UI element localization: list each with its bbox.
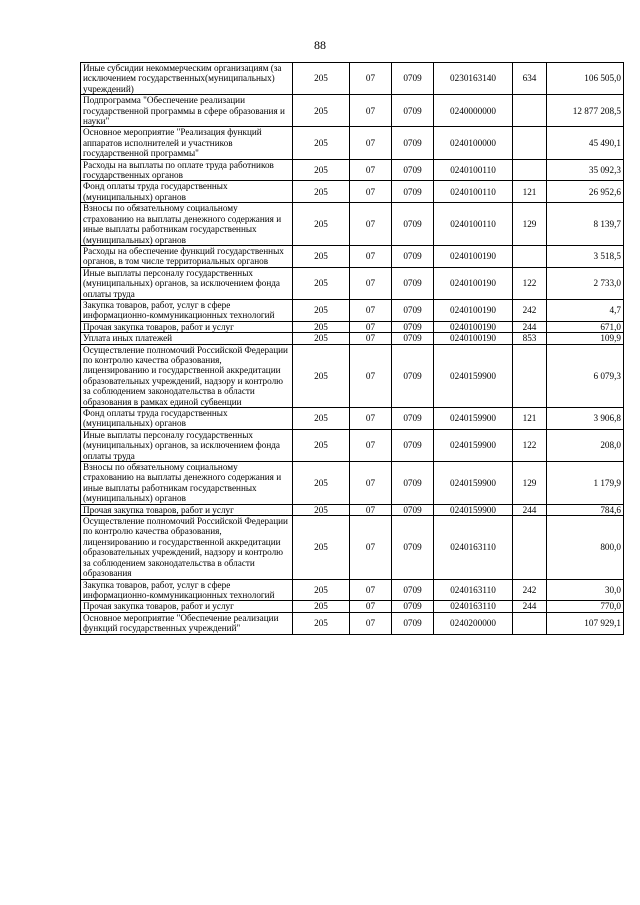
row-expense-type-cell: 129 [513,203,547,246]
row-ved-cell: 205 [293,95,350,127]
row-expense-type-cell: 129 [513,462,547,505]
row-section-cell: 07 [350,181,392,203]
row-amount-cell: 208,0 [547,429,624,461]
row-subsection-cell: 0709 [392,344,434,407]
row-section-cell: 07 [350,612,392,634]
row-name-cell: Взносы по обязательному социальному страхованию на выплаты денежного содержания и иные выплаты работникам государственных (муниципальных) органов [81,203,293,246]
row-subsection-cell: 0709 [392,612,434,634]
row-name-cell: Прочая закупка товаров, работ и услуг [81,504,293,515]
row-ved-cell: 205 [293,579,350,601]
row-target-article-cell: 0230163140 [434,63,513,95]
table-row [81,321,624,332]
row-section-cell: 07 [350,321,392,332]
row-name-cell: Уплата иных платежей [81,333,293,344]
row-section-cell: 07 [350,579,392,601]
row-subsection-cell: 0709 [392,267,434,299]
row-expense-type-cell [513,245,547,267]
row-ved-cell: 205 [293,504,350,515]
row-name-cell: Закупка товаров, работ, услуг в сфере информационно-коммуникационных технологий [81,579,293,601]
row-ved-cell: 205 [293,299,350,321]
row-expense-type-cell: 121 [513,181,547,203]
row-subsection-cell: 0709 [392,462,434,505]
row-subsection-cell: 0709 [392,601,434,612]
row-target-article-cell: 0240163110 [434,601,513,612]
row-amount-cell: 2 733,0 [547,267,624,299]
row-expense-type-cell: 244 [513,601,547,612]
row-expense-type-cell: 244 [513,504,547,515]
row-ved-cell: 205 [293,612,350,634]
row-ved-cell: 205 [293,245,350,267]
row-section-cell: 07 [350,159,392,181]
row-target-article-cell: 0240200000 [434,612,513,634]
row-name-cell: Фонд оплаты труда государственных (муниципальных) органов [81,181,293,203]
row-target-article-cell: 0240159900 [434,408,513,430]
row-subsection-cell: 0709 [392,429,434,461]
table-row [81,333,624,344]
row-amount-cell: 671,0 [547,321,624,332]
row-name-cell: Закупка товаров, работ, услуг в сфере информационно-коммуникационных технологий [81,299,293,321]
row-section-cell: 07 [350,429,392,461]
row-section-cell: 07 [350,127,392,159]
row-subsection-cell: 0709 [392,203,434,246]
row-subsection-cell: 0709 [392,579,434,601]
budget-table-body [81,63,624,635]
row-ved-cell: 205 [293,429,350,461]
row-amount-cell: 45 490,1 [547,127,624,159]
row-amount-cell: 6 079,3 [547,344,624,407]
row-target-article-cell: 0240159900 [434,344,513,407]
row-expense-type-cell: 122 [513,429,547,461]
row-ved-cell: 205 [293,127,350,159]
row-target-article-cell: 0240100110 [434,159,513,181]
row-ved-cell: 205 [293,344,350,407]
row-expense-type-cell: 634 [513,63,547,95]
row-subsection-cell: 0709 [392,321,434,332]
row-section-cell: 07 [350,504,392,515]
page-number: 88 [314,38,326,52]
table-row [81,579,624,601]
row-name-cell: Прочая закупка товаров, работ и услуг [81,601,293,612]
row-ved-cell: 205 [293,267,350,299]
row-ved-cell: 205 [293,203,350,246]
row-section-cell: 07 [350,344,392,407]
row-subsection-cell: 0709 [392,245,434,267]
table-row [81,504,624,515]
row-target-article-cell: 0240100110 [434,203,513,246]
row-amount-cell: 770,0 [547,601,624,612]
row-subsection-cell: 0709 [392,333,434,344]
row-section-cell: 07 [350,601,392,612]
row-name-cell: Осуществление полномочий Российской Федерации по контролю качества образования, лицензированию и государственной аккредитации образовательных учреждений, надзору и контролю за соблюдением законодательства в области образования в рамках единой субвенции [81,344,293,407]
row-subsection-cell: 0709 [392,504,434,515]
row-amount-cell: 4,7 [547,299,624,321]
row-ved-cell: 205 [293,462,350,505]
row-name-cell: Расходы на выплаты по оплате труда работников государственных органов [81,159,293,181]
row-target-article-cell: 0240100190 [434,321,513,332]
row-subsection-cell: 0709 [392,299,434,321]
row-amount-cell: 30,0 [547,579,624,601]
row-expense-type-cell [513,159,547,181]
table-row [81,159,624,181]
row-target-article-cell: 0240100190 [434,333,513,344]
row-expense-type-cell [513,344,547,407]
row-target-article-cell: 0240159900 [434,462,513,505]
row-subsection-cell: 0709 [392,127,434,159]
row-expense-type-cell: 242 [513,299,547,321]
table-row [81,408,624,430]
row-subsection-cell: 0709 [392,95,434,127]
row-amount-cell: 106 505,0 [547,63,624,95]
row-ved-cell: 205 [293,159,350,181]
row-target-article-cell: 0240163110 [434,516,513,579]
row-ved-cell: 205 [293,408,350,430]
row-amount-cell: 800,0 [547,516,624,579]
row-ved-cell: 205 [293,63,350,95]
row-target-article-cell: 0240163110 [434,579,513,601]
row-expense-type-cell: 853 [513,333,547,344]
row-name-cell: Подпрограмма "Обеспечение реализации государственной программы в сфере образования и науки" [81,95,293,127]
row-ved-cell: 205 [293,181,350,203]
row-subsection-cell: 0709 [392,159,434,181]
row-section-cell: 07 [350,63,392,95]
row-subsection-cell: 0709 [392,516,434,579]
row-ved-cell: 205 [293,333,350,344]
row-target-article-cell: 0240100190 [434,267,513,299]
row-target-article-cell: 0240159900 [434,429,513,461]
row-ved-cell: 205 [293,321,350,332]
table-row [81,245,624,267]
table-row [81,181,624,203]
row-ved-cell: 205 [293,601,350,612]
row-amount-cell: 12 877 208,5 [547,95,624,127]
row-name-cell: Иные выплаты персоналу государственных (муниципальных) органов, за исключением фонда оплаты труда [81,267,293,299]
row-target-article-cell: 0240100190 [434,299,513,321]
row-target-article-cell: 0240100000 [434,127,513,159]
row-amount-cell: 35 092,3 [547,159,624,181]
table-row [81,462,624,505]
table-row [81,267,624,299]
table-row [81,299,624,321]
row-name-cell: Расходы на обеспечение функций государственных органов, в том числе территориальных органов [81,245,293,267]
row-amount-cell: 3 518,5 [547,245,624,267]
row-expense-type-cell: 122 [513,267,547,299]
row-name-cell: Иные субсидии некоммерческим организациям (за исключением государственных(муниципальных) учреждений) [81,63,293,95]
row-name-cell: Осуществление полномочий Российской Федерации по контролю качества образования, лицензированию и государственной аккредитации образовательных учреждений, надзору и контролю за соблюдением законодательства в области образования [81,516,293,579]
row-amount-cell: 107 929,1 [547,612,624,634]
row-section-cell: 07 [350,245,392,267]
row-expense-type-cell [513,612,547,634]
table-row [81,612,624,634]
row-amount-cell: 109,9 [547,333,624,344]
row-section-cell: 07 [350,267,392,299]
row-section-cell: 07 [350,203,392,246]
row-amount-cell: 1 179,9 [547,462,624,505]
row-amount-cell: 784,6 [547,504,624,515]
row-target-article-cell: 0240100190 [434,245,513,267]
table-row [81,344,624,407]
budget-table [80,62,624,635]
row-expense-type-cell [513,516,547,579]
row-section-cell: 07 [350,516,392,579]
row-name-cell: Фонд оплаты труда государственных (муниципальных) органов [81,408,293,430]
row-target-article-cell: 0240159900 [434,504,513,515]
row-amount-cell: 3 906,8 [547,408,624,430]
table-row [81,95,624,127]
row-name-cell: Иные выплаты персоналу государственных (муниципальных) органов, за исключением фонда оплаты труда [81,429,293,461]
row-name-cell: Основное мероприятие "Реализация функций аппаратов исполнителей и участников государственной программы" [81,127,293,159]
row-section-cell: 07 [350,95,392,127]
row-expense-type-cell: 121 [513,408,547,430]
row-section-cell: 07 [350,299,392,321]
row-expense-type-cell: 242 [513,579,547,601]
table-row [81,63,624,95]
row-target-article-cell: 0240100110 [434,181,513,203]
row-name-cell: Основное мероприятие "Обеспечение реализации функций государственных учреждений" [81,612,293,634]
row-expense-type-cell: 244 [513,321,547,332]
row-expense-type-cell [513,127,547,159]
row-expense-type-cell [513,95,547,127]
row-name-cell: Взносы по обязательному социальному страхованию на выплаты денежного содержания и иные выплаты работникам государственных (муниципальных) органов [81,462,293,505]
table-row [81,429,624,461]
row-subsection-cell: 0709 [392,63,434,95]
table-row [81,203,624,246]
table-row [81,601,624,612]
row-section-cell: 07 [350,408,392,430]
row-target-article-cell: 0240000000 [434,95,513,127]
row-name-cell: Прочая закупка товаров, работ и услуг [81,321,293,332]
row-amount-cell: 26 952,6 [547,181,624,203]
row-subsection-cell: 0709 [392,408,434,430]
row-section-cell: 07 [350,333,392,344]
row-subsection-cell: 0709 [392,181,434,203]
row-ved-cell: 205 [293,516,350,579]
table-row [81,127,624,159]
row-section-cell: 07 [350,462,392,505]
table-row [81,516,624,579]
row-amount-cell: 8 139,7 [547,203,624,246]
